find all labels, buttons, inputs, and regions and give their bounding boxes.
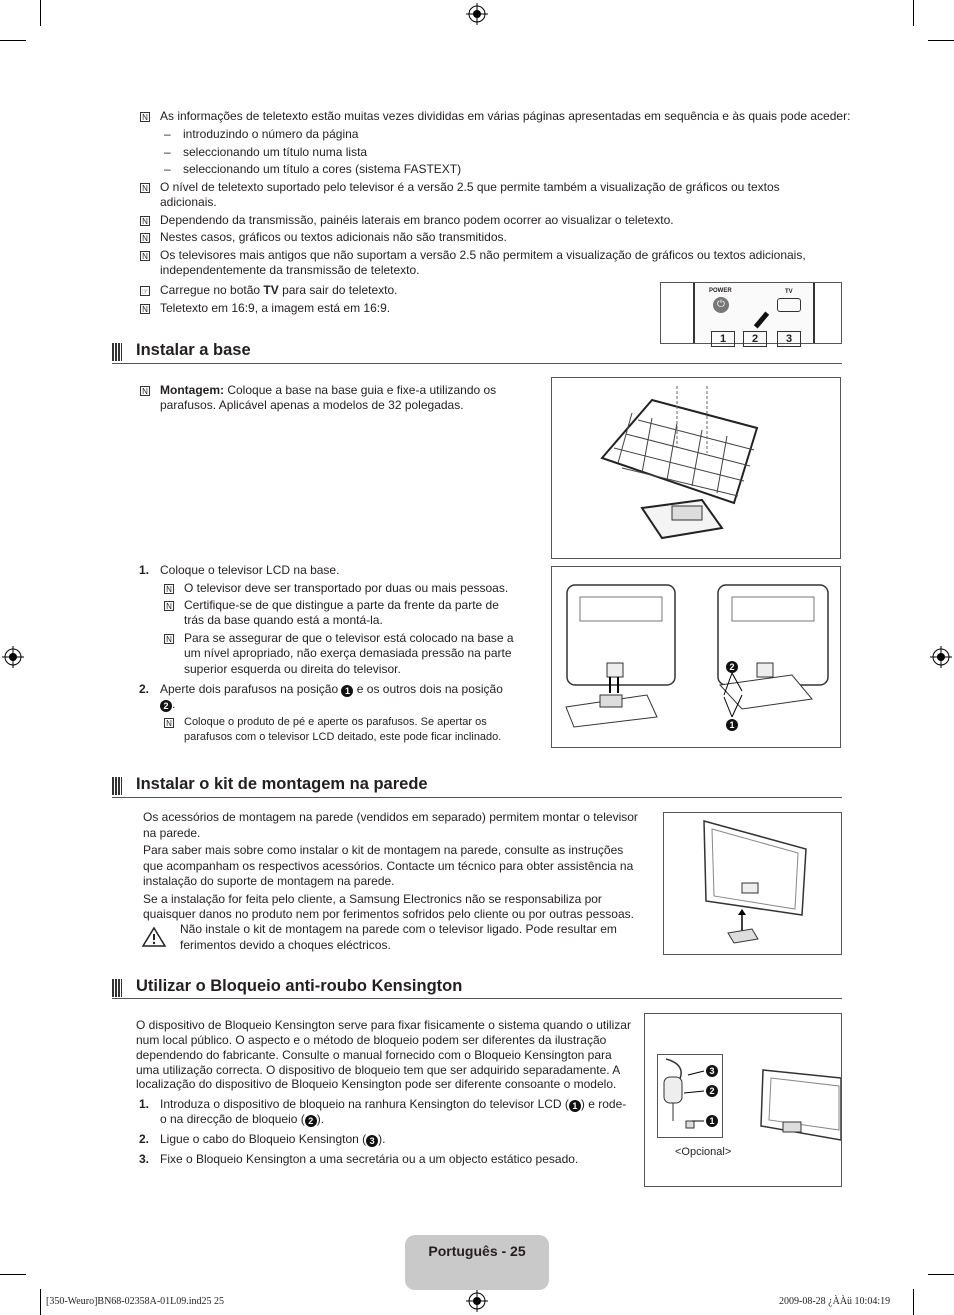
registration-mark-icon <box>930 646 952 668</box>
note-text: Nestes casos, gráficos ou textos adicionais não são transmitidos. <box>160 230 507 244</box>
power-label: POWER <box>709 288 732 294</box>
note-icon: N <box>164 584 174 594</box>
tv-button <box>777 298 801 312</box>
stand-assembly-figure <box>551 377 841 559</box>
step-number: 1. <box>139 1097 150 1111</box>
kensington-figure <box>644 1013 842 1187</box>
body-text: dependendo do fabricante. Consulte o manual fornecido com o Bloqueio Kensington para <box>136 1048 612 1062</box>
warning-text: ferimentos devido a choques eléctricos. <box>180 938 391 952</box>
note-text: Teletexto em 16:9, a imagem está em 16:9. <box>160 301 391 315</box>
marker-2-icon: 2 <box>706 1085 718 1097</box>
marker-2-icon: 2 <box>305 1115 317 1127</box>
remote-figure <box>660 282 842 344</box>
stand-assembly-drawing <box>552 378 840 558</box>
wall-mount-figure <box>663 812 842 955</box>
key-1: 1 <box>711 331 735 347</box>
note-text: trás da base quando está a montá-la. <box>184 613 383 627</box>
note-text: Para se assegurar de que o televisor está colocado na base a <box>184 631 514 645</box>
optional-label: <Opcional> <box>675 1146 732 1158</box>
body-text: Os acessórios de montagem na parede (vendidos em separado) permitem montar o televisor <box>143 810 638 824</box>
crop-mark <box>913 0 914 26</box>
note-text: O nível de teletexto suportado pelo televisor é a versão 2.5 que permite também a visualização de gráficos ou textos <box>160 180 780 194</box>
dash-bullet: – <box>164 127 171 141</box>
power-icon: ⏻ <box>713 297 729 313</box>
marker-3-icon: 3 <box>366 1135 378 1147</box>
tv-label: TV <box>785 289 793 295</box>
note-text: um nível apropriado, não exerça demasiada pressão na parte <box>184 646 512 660</box>
crop-mark <box>40 1289 41 1315</box>
tv-rear-drawing <box>753 1064 841 1144</box>
step-number: 3. <box>139 1152 150 1166</box>
slug-left: [350-Weuro]BN68-02358A-01L09.ind25 25 <box>46 1296 225 1307</box>
body-text: que acompanham os respectivos acessórios. Contacte um técnico para obter assistência na <box>143 859 634 873</box>
note-icon: N <box>140 233 150 243</box>
note-text: adicionais. <box>160 195 217 209</box>
page-number-tab <box>405 1235 549 1290</box>
step-text: Ligue o cabo do Bloqueio Kensington ( 3 ). <box>160 1132 386 1146</box>
body-text: O dispositivo de Bloqueio Kensington serve para fixar fisicamente o sistema quando o utilizar <box>136 1018 631 1032</box>
divider <box>112 797 842 798</box>
body-text: num local público. O aspecto e o método de bloqueio podem ser diferentes da ilustração <box>136 1033 607 1047</box>
warning-text: Não instale o kit de montagem na parede com o televisor ligado. Pode resultar em <box>180 922 617 936</box>
step-text: Coloque o televisor LCD na base. <box>160 563 340 577</box>
marker-3-icon: 3 <box>706 1065 718 1077</box>
note-icon: N <box>140 183 150 193</box>
dash-bullet: – <box>164 162 171 176</box>
note-icon: N <box>140 386 150 396</box>
note-icon: N <box>164 634 174 644</box>
key-3: 3 <box>777 331 801 347</box>
press-text: Carregue no botão TV para sair do teletexto. <box>160 283 398 297</box>
wall-mount-drawing <box>664 813 841 954</box>
body-text: uma utilização correcta. O dispositivo de bloqueio tem que ser adquirido separadamente. A <box>136 1063 621 1077</box>
marker-1-icon: 1 <box>569 1100 581 1112</box>
divider <box>112 363 842 364</box>
body-text: Para saber mais sobre como instalar o kit de montagem na parede, consulte as instruções <box>143 843 624 857</box>
list-item: introduzindo o número da página <box>183 127 359 141</box>
tv-on-stand-drawing <box>552 567 840 747</box>
body-text: quaisquer danos no produto nem por ferimentos sofridos pelo cliente ou por outras pessoas. <box>143 907 634 921</box>
registration-mark-icon <box>2 646 24 668</box>
note-icon: N <box>140 216 150 226</box>
body-text: Se a instalação for feita pelo cliente, a Samsung Electronics não se responsabiliza por <box>143 892 602 906</box>
note-icon: N <box>140 112 150 122</box>
crop-mark <box>0 40 26 41</box>
step-number: 1. <box>139 563 150 577</box>
registration-mark-icon <box>466 1290 488 1312</box>
step-number: 2. <box>139 1132 150 1146</box>
page-number: Português - 25 <box>428 1243 526 1259</box>
note-icon: N <box>140 304 150 314</box>
step-number: 2. <box>139 682 150 696</box>
crop-mark <box>928 1274 954 1275</box>
note-icon: N <box>140 251 150 261</box>
note-text: independentemente da transmissão de teletexto. <box>160 263 420 277</box>
lock-detail-box <box>657 1054 723 1138</box>
note-text: Os televisores mais antigos que não suportam a versão 2.5 não permitem a visualização de gráficos ou textos adicionais, <box>160 248 806 262</box>
press-icon: ☞ <box>141 287 149 296</box>
note-text: Coloque o produto de pé e aperte os parafusos. Se apertar os <box>184 716 487 728</box>
dash-bullet: – <box>164 145 171 159</box>
step-text: Fixe o Bloqueio Kensington a uma secretária ou a um objecto estático pesado. <box>160 1152 579 1166</box>
note-text: O televisor deve ser transportado por duas ou mais pessoas. <box>184 581 509 595</box>
body-text: na parede. <box>143 826 201 840</box>
key-2: 2 <box>743 331 767 347</box>
marker-1-icon: 1 <box>341 685 353 697</box>
divider <box>112 998 842 999</box>
body-text: localização do dispositivo de Bloqueio Kensington pode ser diferente consoante o modelo. <box>136 1077 617 1091</box>
marker-1-icon: 1 <box>726 719 738 731</box>
note-text: Montagem: Coloque a base na base guia e fixe-a utilizando os <box>160 383 497 397</box>
crop-mark <box>40 0 41 26</box>
marker-1-icon: 1 <box>706 1115 718 1127</box>
list-item: seleccionando um título numa lista <box>183 145 368 159</box>
crop-mark <box>913 1289 914 1315</box>
marker-2-icon: 2 <box>726 661 738 673</box>
crop-mark <box>0 1274 26 1275</box>
registration-mark-icon <box>466 3 488 25</box>
step-text: o na direcção de bloqueio ( 2 ). <box>160 1112 325 1126</box>
note-text: Certifique-se de que distingue a parte da frente da parte de <box>184 598 499 612</box>
slug-right: 2009-08-28 ¿ÀÀü 10:04:19 <box>779 1296 891 1307</box>
warning-icon <box>141 926 167 948</box>
tv-on-stand-figure <box>551 566 841 748</box>
body-text: instalação do suporte de montagem na parede. <box>143 874 395 888</box>
note-text: superior esquerda ou direita do televisor. <box>184 662 401 676</box>
note-text: parafusos com o televisor LCD deitado, este pode ficar inclinado. <box>184 731 502 743</box>
crop-mark <box>928 40 954 41</box>
note-icon: N <box>164 601 174 611</box>
step-text: Introduza o dispositivo de bloqueio na ranhura Kensington do televisor LCD ( 1 ) e rode- <box>160 1097 627 1111</box>
list-item: seleccionando um título a cores (sistema FASTEXT) <box>183 162 462 176</box>
note-icon: N <box>164 718 174 728</box>
step-text: 2 . <box>160 697 175 713</box>
note-text: As informações de teletexto estão muitas vezes divididas em várias páginas apresentadas em sequência e às quais pode aceder: <box>160 109 851 123</box>
note-text: parafusos. Aplicável apenas a modelos de 32 polegadas. <box>160 398 464 412</box>
marker-2-icon: 2 <box>160 700 172 712</box>
note-text: Dependendo da transmissão, painéis laterais em branco podem ocorrer ao visualizar o teletexto. <box>160 213 674 227</box>
step-text: Aperte dois parafusos na posição 1 e os outros dois na posição <box>160 682 503 696</box>
